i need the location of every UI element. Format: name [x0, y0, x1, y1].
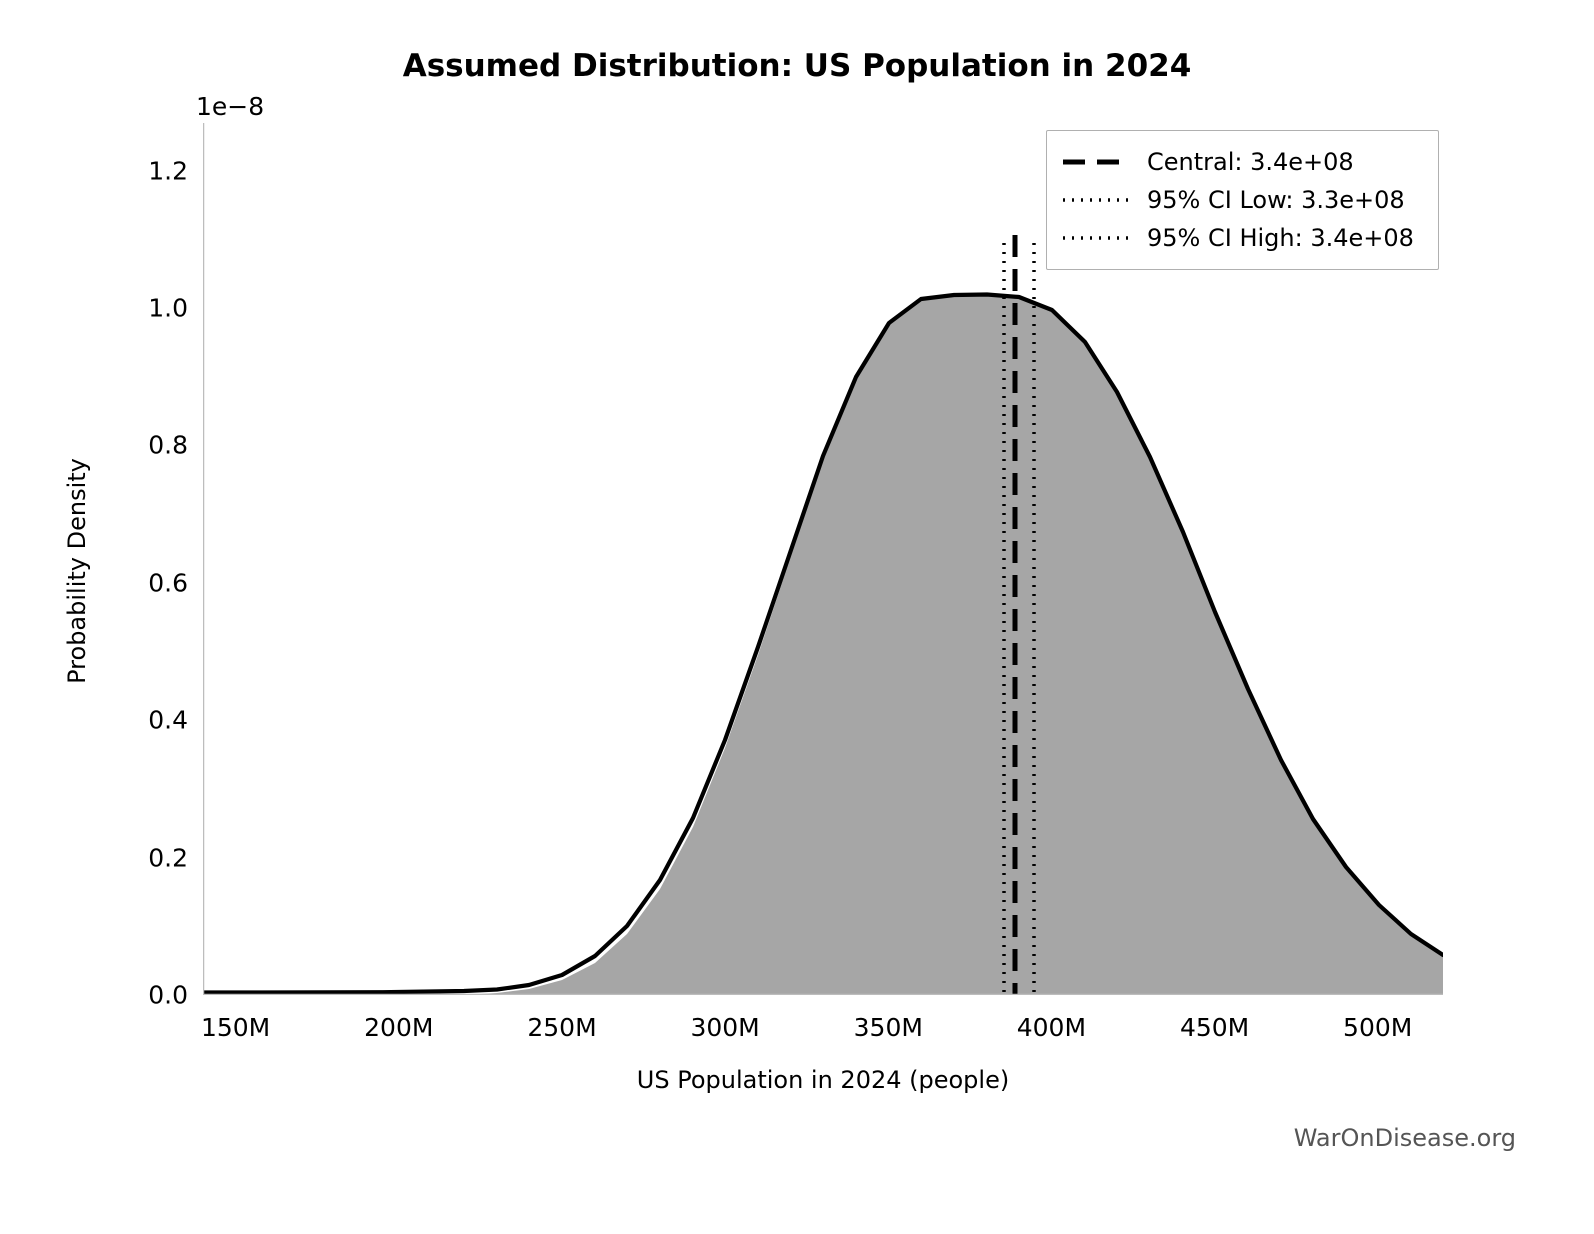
x-tick-label: 150M	[200, 1013, 271, 1042]
legend	[1046, 130, 1439, 270]
x-tick-label: 350M	[853, 1013, 923, 1042]
y-axis-title: Probability Density	[63, 458, 91, 684]
x-tick-label: 200M	[364, 1013, 434, 1042]
x-tick-label: 400M	[1016, 1013, 1087, 1042]
legend-label: Central: 3.4e+08	[1147, 148, 1354, 176]
y-tick-label: 0.4	[148, 705, 188, 735]
x-tick-label: 300M	[690, 1013, 760, 1042]
y-axis-tick-labels	[0, 123, 188, 1010]
legend-label: 95% CI Low: 3.3e+08	[1147, 186, 1405, 214]
chart-title: Assumed Distribution: US Population in 2024	[402, 48, 1192, 84]
x-tick-label: 250M	[527, 1013, 597, 1042]
x-axis-title: US Population in 2024 (people)	[636, 1066, 1010, 1094]
legend-item-central	[1061, 143, 1424, 181]
y-tick-label: 1.2	[148, 156, 188, 186]
dotted-line-icon	[1061, 228, 1133, 248]
y-tick-label: 0.2	[148, 843, 188, 873]
y-axis-offset-label: 1e−8	[196, 92, 265, 121]
legend-item-ci-high	[1061, 219, 1424, 257]
x-axis-tick-labels	[200, 1013, 1443, 1053]
legend-item-ci-low	[1061, 181, 1424, 219]
x-tick-label: 450M	[1179, 1013, 1250, 1042]
dotted-line-icon	[1061, 190, 1133, 210]
y-tick-label: 0.0	[148, 980, 188, 1010]
watermark-text: WarOnDisease.org	[1293, 1124, 1516, 1152]
y-tick-label: 0.6	[148, 568, 188, 598]
density-fill	[464, 294, 1443, 995]
y-tick-label: 0.8	[148, 430, 188, 460]
dashed-line-icon	[1061, 152, 1133, 172]
x-tick-label: 500M	[1343, 1013, 1413, 1042]
legend-label: 95% CI High: 3.4e+08	[1147, 224, 1414, 252]
y-tick-label: 1.0	[148, 293, 188, 323]
